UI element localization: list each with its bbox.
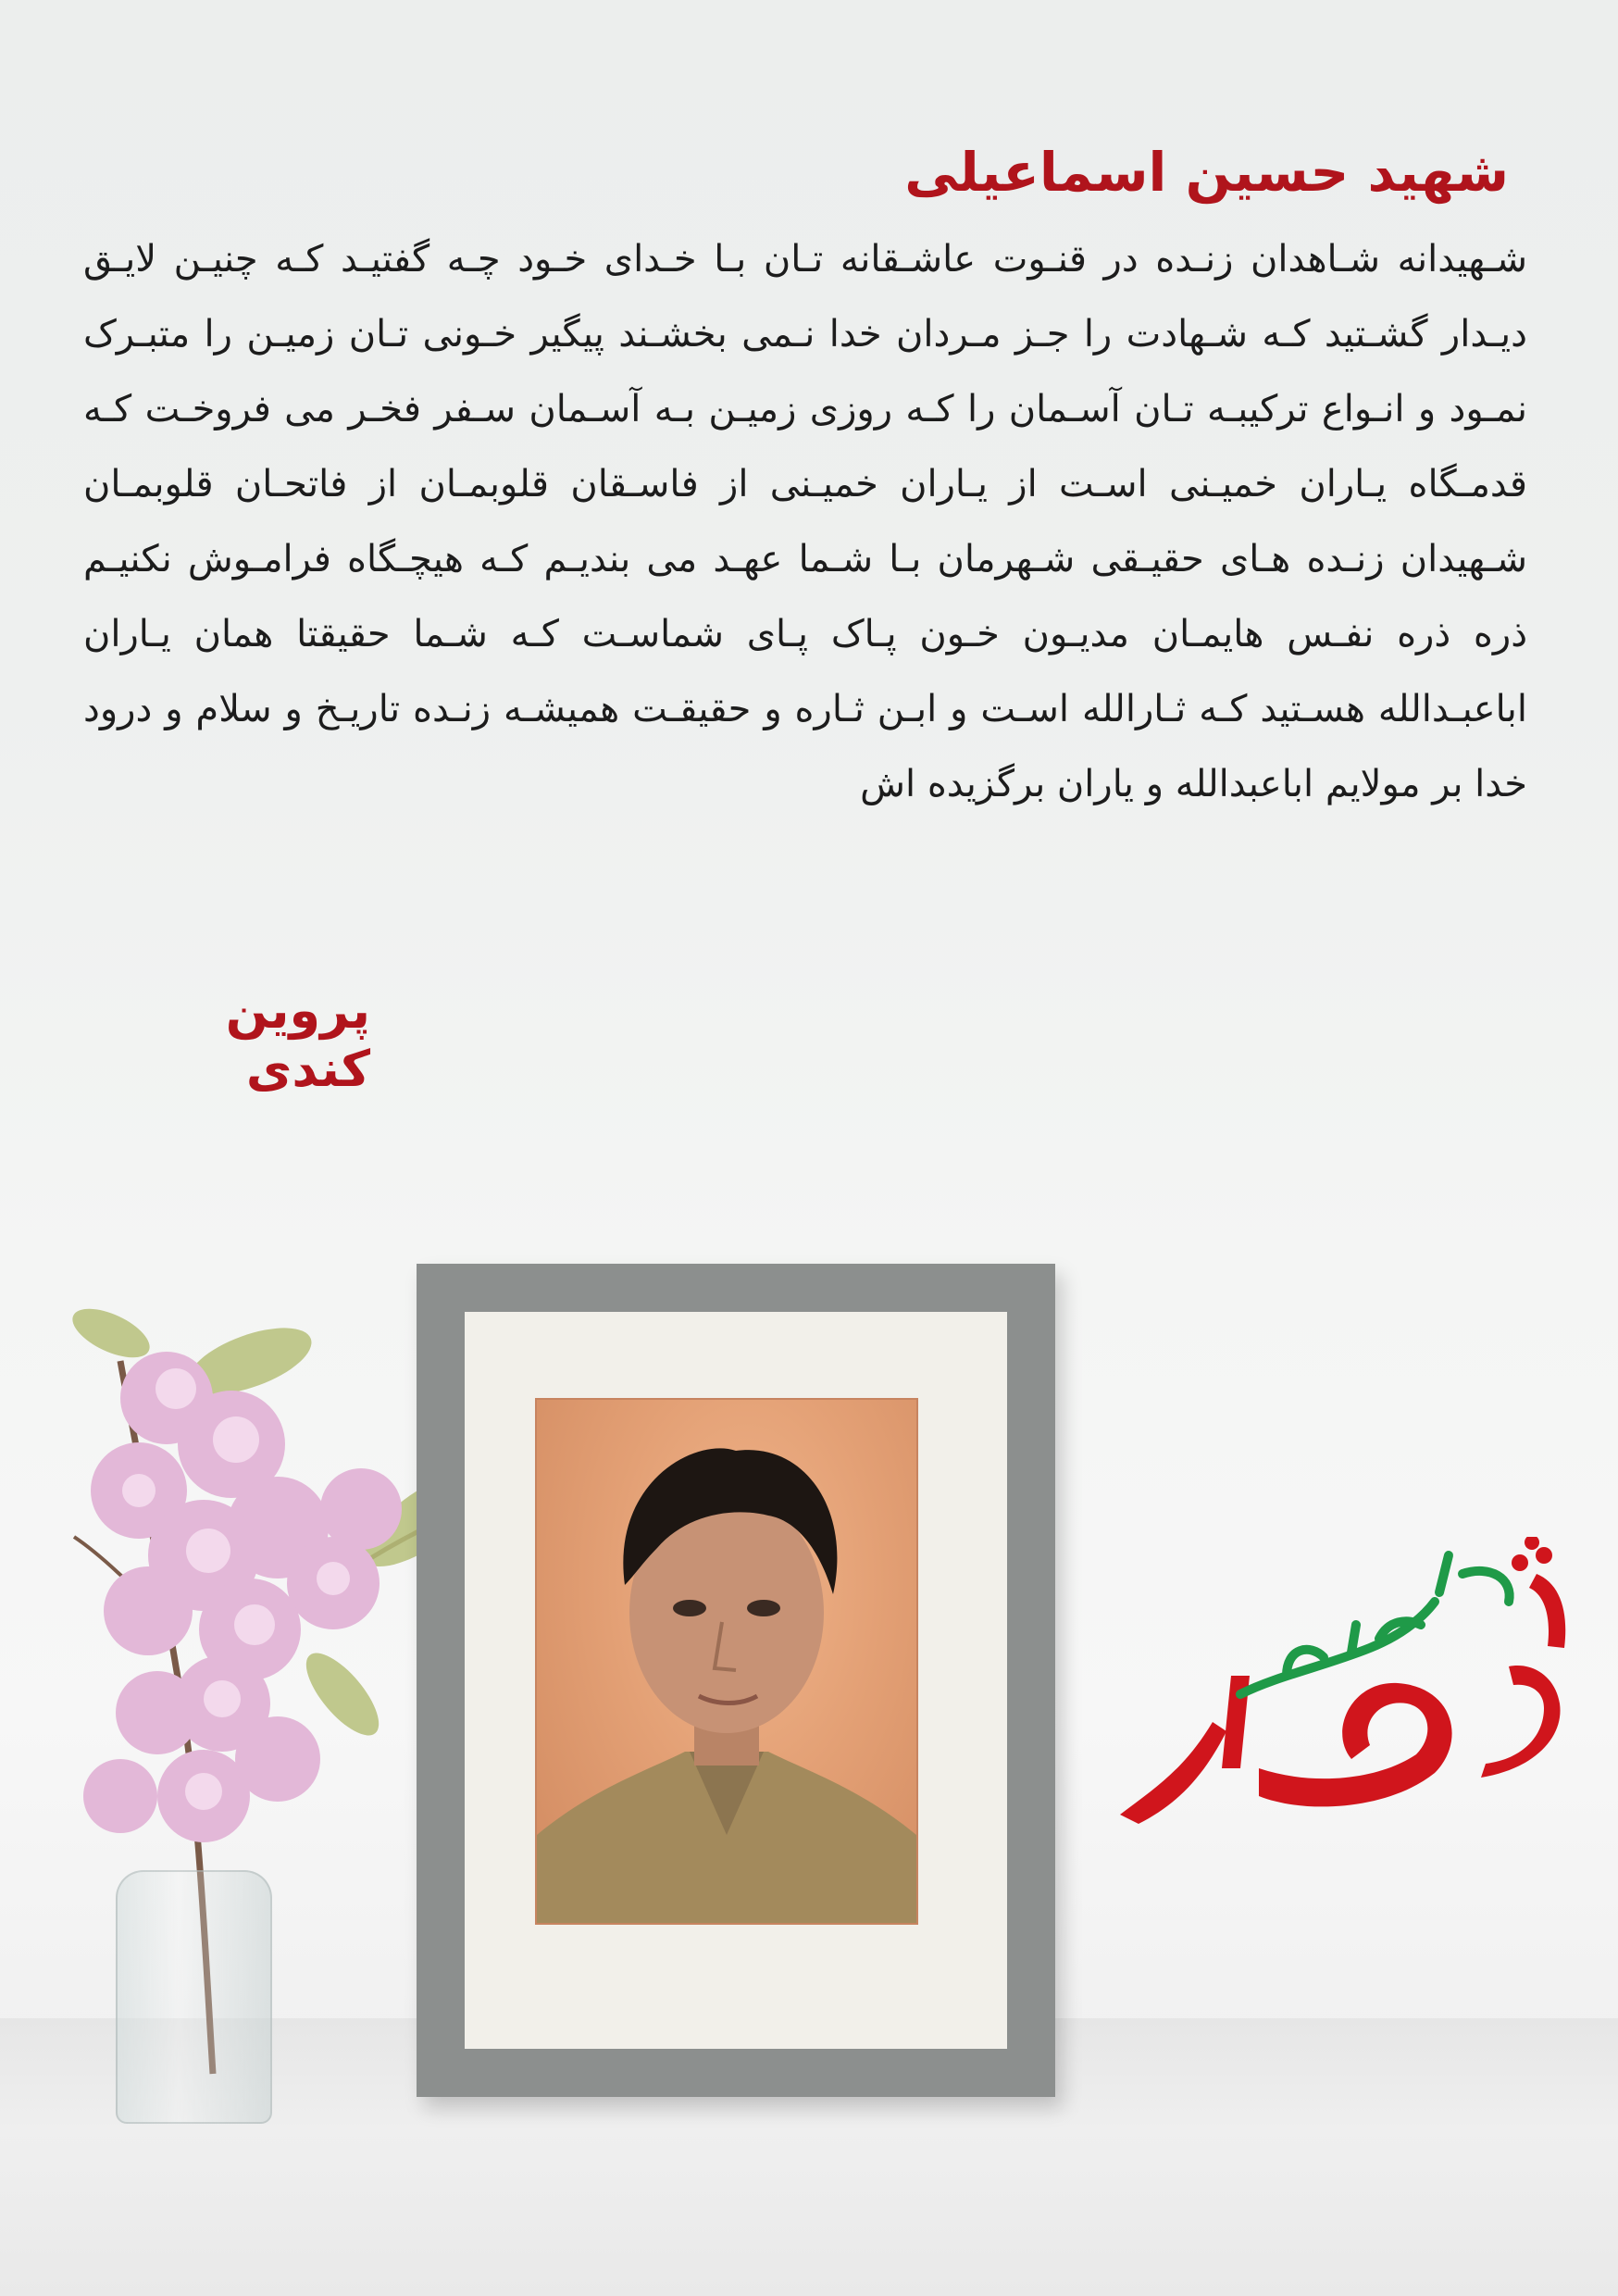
martyr-portrait <box>537 1400 916 1923</box>
portrait-illustration <box>537 1400 916 1923</box>
logo-small-text <box>1240 1555 1510 1694</box>
author-signature: پروین کندی <box>225 981 370 1098</box>
poem-text: شـهیدانه شـاهدان زنـده در قنـوت عاشـقانه تـان بـا خـدای خـود چـه گفتیـد کـه چنیـن لایـق دیـدار گشـتید کـه شـهادت را جـز مـردان خدا نـمی بخشـند پیگیر خـونی تـان زمیـن را متبـرک نمـود و انـواع ترکیبـه تـان آسـمان را کـه روزی زمیـن بـه آسـمان سـفر فخـر می فروخـت کـه قدمـگاه یـاران خمیـنی اسـت از یـاران خمیـنی از فاسـقان قلوبمـان از فاتحـان قلوبمـان شـهیدان زنـده هـای حقیـقی شـهرمان بـا شـما عهـد می بندیـم کـه هیچـگاه فرامـوش نکنیـم ذره ذره نفـس هایمـان مدیـون خـون پـاک پـای شماسـت کـه شـما حقیقتا همان یـاران اباعبـدالله هسـتید کـه ثـارالله اسـت و ابـن ثـاره و حقیقـت همیشـه زنـده تاریـخ و سلام و درود خدا بر مولایم اباعبدالله و یاران برگزیده اش <box>83 238 1527 805</box>
page-title: شهید حسین اسماعیلی <box>904 141 1509 204</box>
text-block <box>83 139 1527 822</box>
martyrs-logo <box>1101 1537 1574 1824</box>
glass-vase <box>116 1870 272 2124</box>
